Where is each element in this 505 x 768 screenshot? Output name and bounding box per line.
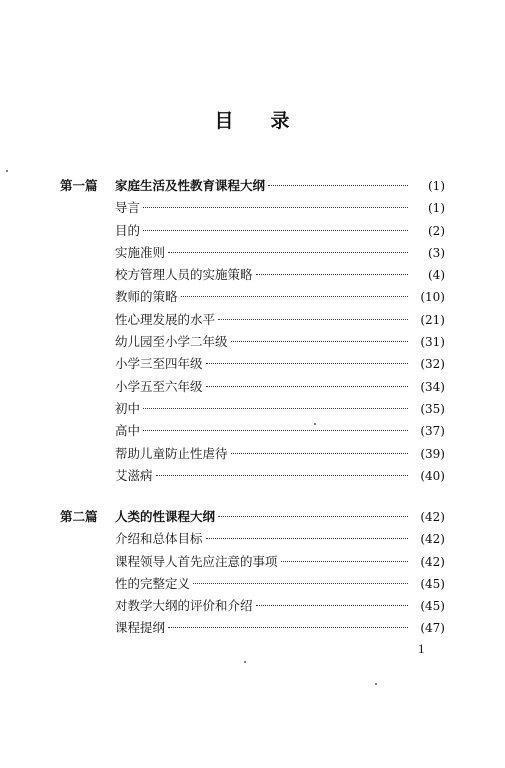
page-number: (3) — [428, 245, 445, 260]
dot-leader — [143, 230, 408, 231]
dot-leader — [168, 627, 408, 628]
dot-leader — [268, 185, 408, 186]
entry-title: 目的 — [115, 222, 141, 238]
page-title — [0, 106, 505, 133]
entry-title: 对教学大纲的评价和介绍 — [115, 598, 253, 614]
dot-leader — [181, 296, 408, 297]
toc-entry[interactable] — [60, 286, 445, 308]
toc-entry[interactable] — [60, 465, 445, 487]
dot-leader — [281, 561, 408, 562]
entry-title: 幼儿园至小学二年级 — [115, 334, 228, 350]
dot-leader — [256, 605, 408, 606]
entry-title: 校方管理人员的实施策略 — [115, 267, 253, 283]
dot-leader — [143, 207, 408, 208]
toc-entry[interactable] — [60, 398, 445, 420]
entry-title: 导言 — [115, 200, 141, 216]
toc-part-heading[interactable] — [60, 506, 445, 528]
page-number: (42) — [420, 554, 445, 569]
toc-entry[interactable] — [60, 331, 445, 353]
toc-entry[interactable] — [60, 420, 445, 442]
toc-entry[interactable] — [60, 528, 445, 550]
page-number: (37) — [420, 424, 445, 439]
page-number: (47) — [420, 621, 445, 636]
title-char-1: 目 — [214, 110, 235, 132]
page-number: (31) — [420, 335, 445, 350]
toc-entry[interactable] — [60, 617, 445, 639]
page-number: (4) — [428, 268, 445, 283]
entry-title: 课程领导人首先应注意的事项 — [115, 553, 278, 569]
toc-entry[interactable] — [60, 551, 445, 573]
part-title: 人类的性课程大纲 — [115, 509, 216, 524]
part-label: 第一篇 — [60, 178, 98, 193]
entry-title: 实施准则 — [115, 244, 166, 260]
page-number: (32) — [420, 357, 445, 372]
toc-part-2 — [60, 506, 445, 640]
toc-entry[interactable] — [60, 443, 445, 465]
page-folio: 1 — [418, 641, 425, 656]
entry-title: 性的完整定义 — [115, 575, 191, 591]
dot-leader — [218, 319, 408, 320]
scan-speck — [375, 683, 377, 685]
entry-title: 艾滋病 — [115, 467, 153, 483]
toc-part-heading[interactable] — [60, 175, 445, 197]
page-number: (34) — [420, 379, 445, 394]
page-number: (1) — [428, 179, 445, 193]
page-number: (39) — [420, 446, 445, 461]
entry-title: 课程提纲 — [115, 620, 166, 636]
toc-entry[interactable] — [60, 595, 445, 617]
toc-entry[interactable] — [60, 220, 445, 242]
dot-leader — [218, 516, 408, 517]
entry-title: 小学五至六年级 — [115, 378, 203, 394]
dot-leader — [206, 386, 408, 387]
toc-entry[interactable] — [60, 309, 445, 331]
part-title: 家庭生活及性教育课程大纲 — [115, 178, 266, 193]
entry-title: 小学三至四年级 — [115, 356, 203, 372]
dot-leader — [156, 475, 408, 476]
dot-leader — [143, 430, 408, 431]
page-number: (10) — [420, 290, 445, 305]
toc-entry[interactable] — [60, 197, 445, 219]
page-number: (35) — [420, 401, 445, 416]
entry-title: 性心理发展的水平 — [115, 311, 216, 327]
page-number: (45) — [420, 599, 445, 614]
dot-leader — [206, 538, 408, 539]
page-number: (2) — [428, 223, 445, 238]
entry-title: 初中 — [115, 400, 141, 416]
scan-speck — [6, 170, 8, 172]
toc-entry[interactable] — [60, 573, 445, 595]
toc-entry[interactable] — [60, 353, 445, 375]
scan-speck — [244, 661, 246, 663]
dot-leader — [193, 583, 408, 584]
part-label: 第二篇 — [60, 509, 98, 524]
dot-leader — [143, 408, 408, 409]
page-number: (45) — [420, 576, 445, 591]
entry-title: 高中 — [115, 423, 141, 439]
page-number: (1) — [428, 201, 445, 216]
dot-leader — [206, 363, 408, 364]
page-number: (42) — [420, 532, 445, 547]
entry-title: 教师的策略 — [115, 289, 178, 305]
dot-leader — [168, 252, 408, 253]
page-number: (21) — [420, 312, 445, 327]
title-char-2: 录 — [270, 110, 291, 132]
toc-entry[interactable] — [60, 264, 445, 286]
toc-entry[interactable] — [60, 376, 445, 398]
toc-entry[interactable] — [60, 242, 445, 264]
dot-leader — [256, 274, 408, 275]
dot-leader — [231, 453, 408, 454]
entry-title: 帮助儿童防止性虐待 — [115, 445, 228, 461]
page-number: (40) — [420, 468, 445, 483]
entry-title: 介绍和总体目标 — [115, 531, 203, 547]
scan-speck — [314, 423, 316, 425]
toc-part-1 — [60, 175, 445, 487]
dot-leader — [231, 341, 408, 342]
page-number: (42) — [420, 510, 445, 524]
